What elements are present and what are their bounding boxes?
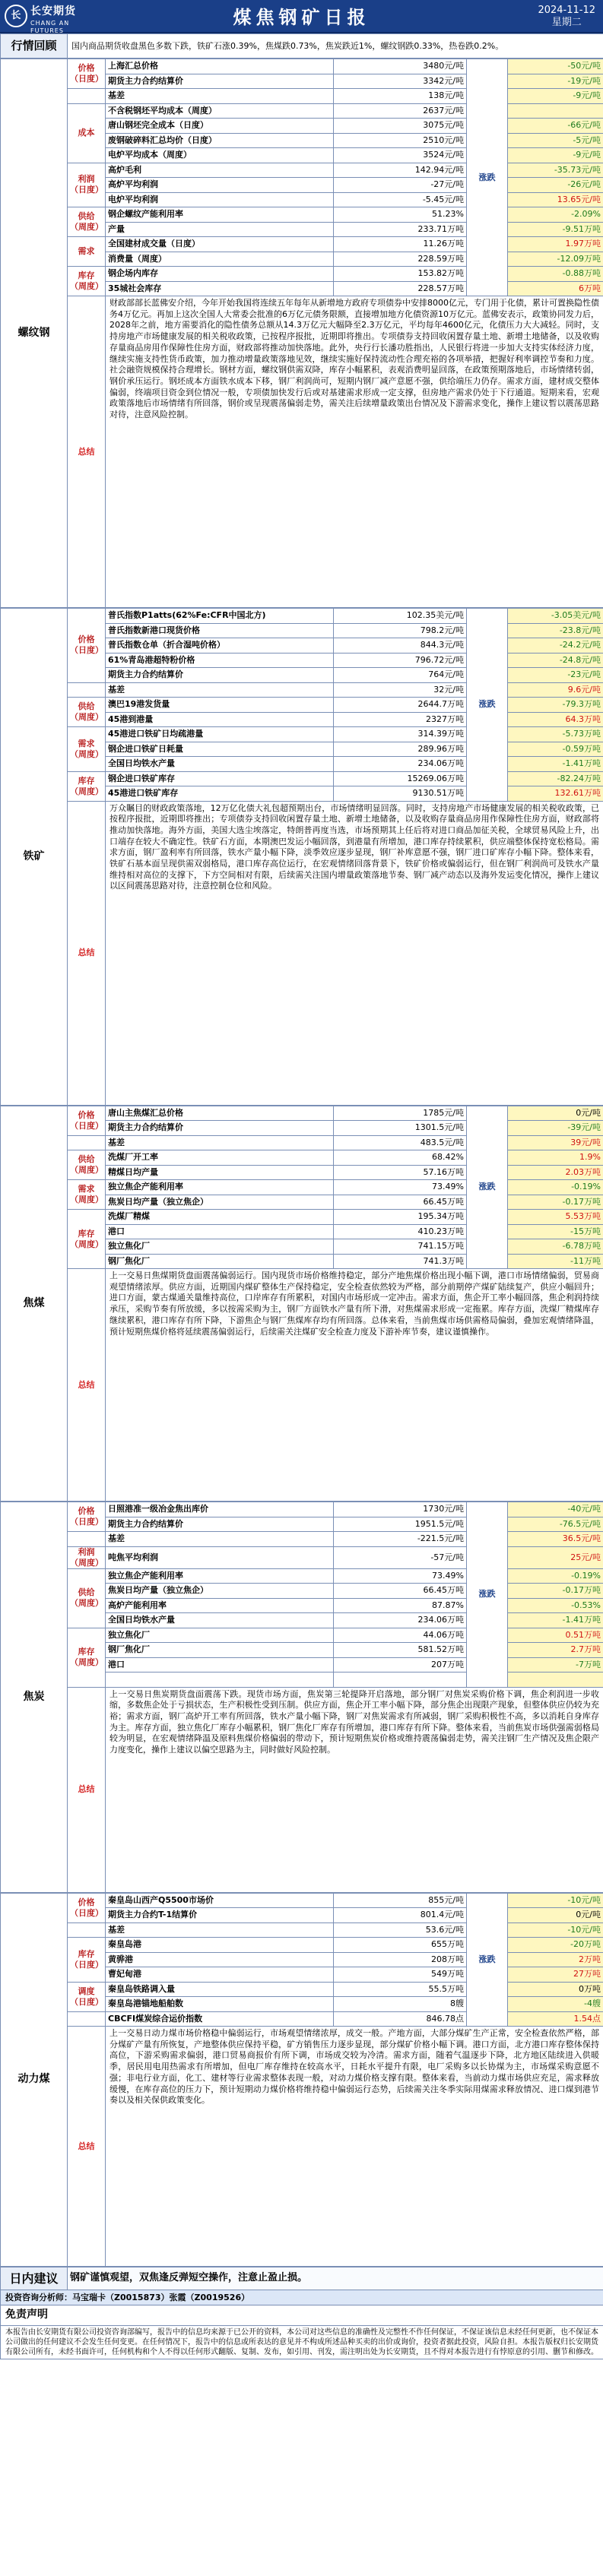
- indicator-value: 138元/吨: [334, 89, 467, 104]
- row-group-label: [68, 89, 106, 104]
- data-row: [1, 1180, 603, 1195]
- market-review-label: 行情回顾: [1, 34, 68, 59]
- indicator-value: 3342元/吨: [334, 74, 467, 89]
- indicator-change: -0.53%: [508, 1598, 603, 1613]
- indicator-name: 上海汇总价格: [106, 59, 334, 74]
- row-group-label: 供给（周度）: [68, 1568, 106, 1628]
- row-group-label: 供给（周度）: [68, 1150, 106, 1180]
- indicator-change: 2万吨: [508, 1952, 603, 1967]
- indicator-change: 5.53万吨: [508, 1210, 603, 1225]
- indicator-value: 68.42%: [334, 1150, 467, 1166]
- indicator-change: -76.5元/吨: [508, 1517, 603, 1532]
- indicator-name: 61%青岛港超特粉价格: [106, 653, 334, 668]
- data-row: [1, 727, 603, 742]
- indicator-value: -57元/吨: [334, 1546, 467, 1568]
- data-row: [1, 682, 603, 698]
- indicator-value: 9130.51万吨: [334, 786, 467, 802]
- indicator-name: 基差: [106, 1923, 334, 1938]
- indicator-change: -24.8元/吨: [508, 653, 603, 668]
- data-row: [1, 1106, 603, 1121]
- company-name: 长安期货: [30, 5, 76, 17]
- indicator-name: 秦皇岛山西产Q5500市场价: [106, 1893, 334, 1908]
- report-date-block: [538, 5, 595, 29]
- indicator-name: 港口: [106, 1657, 334, 1673]
- indicator-change: -66元/吨: [508, 119, 603, 134]
- indicator-value: 11.26万吨: [334, 237, 467, 252]
- section-name: 动力煤: [1, 1893, 68, 2267]
- indicator-value: 228.57万吨: [334, 281, 467, 296]
- indicator-value: 289.96万吨: [334, 742, 467, 757]
- indicator-change: -0.88万吨: [508, 267, 603, 282]
- data-row: [1, 103, 603, 119]
- indicator-name: 产量: [106, 222, 334, 237]
- indicator-change: -19元/吨: [508, 74, 603, 89]
- indicator-name: 黄骅港: [106, 1952, 334, 1967]
- summary-row: [1, 801, 603, 1105]
- indicator-change: 1.54点: [508, 2011, 603, 2027]
- indicator-value: 208万吨: [334, 1952, 467, 1967]
- indicator-value: 66.45万吨: [334, 1584, 467, 1599]
- indicator-change: -6.78万吨: [508, 1239, 603, 1255]
- indicator-value: 3524元/吨: [334, 148, 467, 163]
- summary-row: [1, 1687, 603, 1892]
- indicator-value: 15269.06万吨: [334, 771, 467, 786]
- data-row: [1, 1150, 603, 1166]
- data-row: [1, 771, 603, 786]
- section-name: 铁矿: [1, 609, 68, 1106]
- indicator-value: 233.71万吨: [334, 222, 467, 237]
- indicator-change: 0元/吨: [508, 1106, 603, 1121]
- indicator-value: 55.5万吨: [334, 1982, 467, 1997]
- report-title: 煤焦钢矿日报: [233, 6, 370, 28]
- indicator-value: 2644.7万吨: [334, 698, 467, 713]
- data-row: [1, 1938, 603, 1953]
- indicator-change: 2.03万吨: [508, 1165, 603, 1180]
- row-group-label: 价格（日度）: [68, 59, 106, 89]
- indicator-value: 8艘: [334, 1997, 467, 2012]
- indicator-value: 581.52万吨: [334, 1643, 467, 1658]
- indicator-name: 45港到港量: [106, 712, 334, 727]
- indicator-change: 27万吨: [508, 1967, 603, 1983]
- indicator-change: 39元/吨: [508, 1135, 603, 1150]
- indicator-value: 3480元/吨: [334, 59, 467, 74]
- indicator-name: 独立焦化厂: [106, 1628, 334, 1643]
- section-table: [0, 59, 603, 608]
- indicator-name: 钢厂焦化厂: [106, 1643, 334, 1658]
- advice-table: [0, 2267, 603, 2359]
- indicator-value: 142.94元/吨: [334, 163, 467, 178]
- data-row: [1, 1210, 603, 1225]
- indicator-change: 1.97万吨: [508, 237, 603, 252]
- indicator-name: 精煤日均产量: [106, 1165, 334, 1180]
- data-row: [1, 698, 603, 713]
- data-row: [1, 207, 603, 223]
- row-group-label: 价格（日度）: [68, 1502, 106, 1532]
- indicator-name: 高炉产能利用率: [106, 1598, 334, 1613]
- summary-row: [1, 1269, 603, 1502]
- market-review-text: 国内商品期货收盘黑色多数下跌，铁矿石涨0.39%，焦煤跌0.73%，焦炭跌近1%，螺纹钢跌0.33%，热卷跌0.2%。: [68, 34, 603, 59]
- row-group-label: 库存（周度）: [68, 1210, 106, 1269]
- indicator-value: 655万吨: [334, 1938, 467, 1953]
- indicator-value: -221.5元/吨: [334, 1532, 467, 1547]
- row-group-label: 利润（日度）: [68, 163, 106, 207]
- data-row: [1, 89, 603, 104]
- row-group-label: 库存（日度）: [68, 1938, 106, 1983]
- indicator-name: 澳巴19港发货量: [106, 698, 334, 713]
- row-group-label: 需求（周度）: [68, 1180, 106, 1210]
- section-table: [0, 1502, 603, 1893]
- indicator-name: 洗煤厂精煤: [106, 1210, 334, 1225]
- row-group-label: 供给（周度）: [68, 207, 106, 237]
- indicator-value: 73.49%: [334, 1568, 467, 1584]
- indicator-value: 234.06万吨: [334, 1613, 467, 1628]
- commodity-sections: [0, 59, 603, 2267]
- indicator-value: 228.59万吨: [334, 252, 467, 267]
- data-row: [1, 237, 603, 252]
- indicator-value: 741.3万吨: [334, 1254, 467, 1269]
- summary-label: 总结: [68, 296, 106, 608]
- indicator-value: 314.39万吨: [334, 727, 467, 742]
- data-row: [1, 59, 603, 74]
- indicator-value: 855元/吨: [334, 1893, 467, 1908]
- summary-label: 总结: [68, 801, 106, 1105]
- disclaimer-title: 免责声明: [1, 2305, 603, 2326]
- indicator-change: -1.41万吨: [508, 1613, 603, 1628]
- indicator-change: -0.17万吨: [508, 1584, 603, 1599]
- indicator-value: 2637元/吨: [334, 103, 467, 119]
- row-group-label: 需求（周度）: [68, 727, 106, 772]
- indicator-name: 普氏指数P1atts(62%Fe:CFR中国北方): [106, 609, 334, 624]
- indicator-name: 吨焦平均利润: [106, 1546, 334, 1568]
- market-review-table: [0, 33, 603, 59]
- indicator-change: 0元/吨: [508, 1908, 603, 1923]
- indicator-value: 195.34万吨: [334, 1210, 467, 1225]
- report-weekday: 星期二: [551, 17, 582, 28]
- data-row: [1, 1893, 603, 1908]
- indicator-name: 焦炭日均产量（独立焦企）: [106, 1195, 334, 1210]
- indicator-change: -0.19%: [508, 1568, 603, 1584]
- indicator-name: 基差: [106, 1532, 334, 1547]
- indicator-value: 798.2元/吨: [334, 623, 467, 638]
- trend-label: 涨跌: [467, 1502, 508, 1688]
- row-group-label: 需求: [68, 237, 106, 267]
- indicator-change: -23.8元/吨: [508, 623, 603, 638]
- indicator-name: 日照港准一级冶金焦出库价: [106, 1502, 334, 1517]
- indicator-name: 全国建材成交量（日度）: [106, 237, 334, 252]
- indicator-name: 消费量（周度）: [106, 252, 334, 267]
- section-name: 焦煤: [1, 1106, 68, 1502]
- disclaimer-text: 本报告由长安期货有限公司投资咨询部编写，报告中的信息均来源于已公开的资料，本公司对这些信息的准确性及完整性不作任何保证，不保证该信息未经任何更新，也不保证本公司做出的任何建议不会发生任何变更。在任何情况下，报告中的信息或所表达的意见并不构成所述品种买卖的出价或询价，投资者据此投资，风险自担。本报告版权归长安期货有限公司所有，未经书面许可，任何机构和个人不得以任何形式翻版、复制、发布，如引用、刊发，需注明出处为长安期货，且不得对本报告进行有悖原意的引用、删节和修改。: [1, 2325, 603, 2359]
- indicator-change: -23元/吨: [508, 668, 603, 683]
- indicator-value: 846.78点: [334, 2011, 467, 2027]
- indicator-change: -0.19%: [508, 1180, 603, 1195]
- data-row: [1, 267, 603, 282]
- indicator-change: -50元/吨: [508, 59, 603, 74]
- indicator-change: -4艘: [508, 1997, 603, 2012]
- row-group-label: [68, 1135, 106, 1150]
- indicator-value: 57.16万吨: [334, 1165, 467, 1180]
- company-name-en: CHANG AN FUTURES: [30, 20, 70, 34]
- indicator-change: -0.17万吨: [508, 1195, 603, 1210]
- indicator-change: -9元/吨: [508, 89, 603, 104]
- indicator-change: -0.59万吨: [508, 742, 603, 757]
- indicator-change: 6万吨: [508, 281, 603, 296]
- indicator-name: 钢企进口铁矿日耗量: [106, 742, 334, 757]
- report-header: [0, 0, 603, 33]
- data-row: [1, 1982, 603, 1997]
- indicator-value: 153.82万吨: [334, 267, 467, 282]
- row-group-label: [68, 1532, 106, 1547]
- summary-label: 总结: [68, 2027, 106, 2267]
- indicator-change: -11万吨: [508, 1254, 603, 1269]
- row-group-label: 价格（日度）: [68, 1893, 106, 1923]
- indicator-value: 764元/吨: [334, 668, 467, 683]
- trend-label: 涨跌: [467, 609, 508, 802]
- row-group-label: 库存（周度）: [68, 771, 106, 801]
- analysts-line: 投资咨询分析师：马宝瑞卡（Z0015873）张霞（Z0019526）: [1, 2290, 603, 2305]
- indicator-value: 32元/吨: [334, 682, 467, 698]
- section-table: [0, 1893, 603, 2267]
- indicator-name: 独立焦企产能利用率: [106, 1568, 334, 1584]
- indicator-name: 秦皇岛港: [106, 1938, 334, 1953]
- trend-label: 涨跌: [467, 59, 508, 296]
- indicator-value: 53.6元/吨: [334, 1923, 467, 1938]
- indicator-change: 9.6元/吨: [508, 682, 603, 698]
- indicator-name: 高炉毛利: [106, 163, 334, 178]
- indicator-name: 废钢破碎料汇总均价（日度）: [106, 133, 334, 148]
- indicator-change: -10元/吨: [508, 1893, 603, 1908]
- trend-label: 涨跌: [467, 1106, 508, 1269]
- indicator-name: 秦皇岛港锚地船舶数: [106, 1997, 334, 2012]
- logo-mark: 长: [5, 5, 27, 27]
- indicator-change: -3.05美元/吨: [508, 609, 603, 624]
- advice-label: 日内建议: [1, 2267, 68, 2290]
- indicator-change: -2.09%: [508, 207, 603, 223]
- indicator-value: 51.23%: [334, 207, 467, 223]
- indicator-change: 13.65元/吨: [508, 192, 603, 207]
- indicator-name: 期货主力合约T-1结算价: [106, 1908, 334, 1923]
- indicator-name: 普氏指数新港口现货价格: [106, 623, 334, 638]
- indicator-value: 796.72元/吨: [334, 653, 467, 668]
- indicator-name: 期货主力合约结算价: [106, 1121, 334, 1136]
- data-row: [1, 2011, 603, 2027]
- indicator-name: 高炉平均利润: [106, 178, 334, 193]
- section-name: 焦炭: [1, 1502, 68, 1893]
- indicator-name: 电炉平均利润: [106, 192, 334, 207]
- indicator-change: [508, 103, 603, 119]
- indicator-value: 2510元/吨: [334, 133, 467, 148]
- data-row: [1, 1532, 603, 1547]
- indicator-value: -27元/吨: [334, 178, 467, 193]
- section-name: 螺纹钢: [1, 59, 68, 608]
- row-group-label: 价格（日度）: [68, 609, 106, 683]
- indicator-name: 独立焦化厂: [106, 1239, 334, 1255]
- indicator-value: 410.23万吨: [334, 1224, 467, 1239]
- indicator-name: 曹妃甸港: [106, 1967, 334, 1983]
- indicator-change: -24.2元/吨: [508, 638, 603, 653]
- indicator-value: 483.5元/吨: [334, 1135, 467, 1150]
- advice-text: 钢矿谨慎观望，双焦逢反弹短空操作，注意止盈止损。: [68, 2267, 603, 2290]
- summary-text: 上一交易日焦煤期货盘面震荡偏弱运行。国内现货市场价格维持稳定，部分产地焦煤价格出现小幅下调，港口市场情绪偏弱，贸易商观望情绪浓厚。供应方面，近期国内煤矿整体生产保持稳定，安全检查依然较为严格，部分前期停产煤矿陆续复产，供应小幅回升；进口方面，蒙古煤通关量维持高位，口岸库存有所累积，对国内市场形成一定冲击。需求方面，焦企开工率小幅回落，焦企利润持续承压，采购节奏有所放缓，多以按需采购为主，钢厂方面铁水产量有所下滑，对焦煤需求形成一定拖累。库存方面，洗煤厂精煤库存继续累积，港口库存有所下降，下游焦企与钢厂焦煤库存均有所回落。总体来看，当前焦煤市场供需格局偏弱，叠加宏观情绪降温，预计短期焦煤价格将延续震荡偏弱运行，后续需关注煤矿安全检查力度及下游补库节奏，建议谨慎操作。: [106, 1269, 603, 1502]
- indicator-value: 207万吨: [334, 1657, 467, 1673]
- summary-label: 总结: [68, 1269, 106, 1502]
- indicator-value: 844.3元/吨: [334, 638, 467, 653]
- indicator-name: 钢企螺纹产能利用率: [106, 207, 334, 223]
- data-row: [1, 1502, 603, 1517]
- indicator-name: 基差: [106, 682, 334, 698]
- indicator-change: -1.41万吨: [508, 757, 603, 772]
- section-table: [0, 608, 603, 1106]
- summary-row: [1, 296, 603, 608]
- indicator-name: 唐山主焦煤汇总价格: [106, 1106, 334, 1121]
- data-row: [1, 163, 603, 178]
- indicator-name: 洗煤厂开工率: [106, 1150, 334, 1166]
- indicator-value: 1785元/吨: [334, 1106, 467, 1121]
- indicator-name: 钢厂焦化厂: [106, 1254, 334, 1269]
- report-date: 2024-11-12: [538, 5, 595, 16]
- indicator-name: 钢企进口铁矿库存: [106, 771, 334, 786]
- data-row: [1, 1135, 603, 1150]
- indicator-name: 45港进口铁矿库存: [106, 786, 334, 802]
- indicator-value: [334, 1673, 467, 1688]
- summary-text: 万众瞩目的财政政策落地，12万亿化债大礼包超预期出台，市场情绪明显回落。同时，支持房地产市场健康发展的相关税收政策，已按程序报批，近期即将推出；专项债券支持回收闲置存量土地、新增土地储备，以及收购存量商品房用作保障性住房方面，财政部将推动加快落地。海外方面，美国大选尘埃落定，特朗普再度当选，市场预期其上任后将对进口商品加征关税，全球贸易风险上升，出口端存在较大不确定性。铁矿石方面，本期澳巴发运小幅回落，到港量有所增加，港口库存持续累积，供应端整体保持宽松格局。需求方面，钢厂盈利率有所回落，铁水产量小幅下降，淡季效应逐步显现，钢厂补库意愿不强，钢厂进口矿库存小幅下降。整体来看，铁矿石基本面呈现供需双弱格局，港口库存高位运行，在宏观情绪回落背景下，铁矿价格或偏弱运行，但在钢厂利润尚可及铁水产量维持相对高位的支撑下，下方空间相对有限，后续需关注国内增量政策落地节奏、钢厂减产动态以及海外发运变化情况，操作上建议以区间震荡思路对待，注意控制仓位和风险。: [106, 801, 603, 1105]
- indicator-name: 秦皇岛铁路调入量: [106, 1982, 334, 1997]
- indicator-change: [508, 1673, 603, 1688]
- indicator-change: -10元/吨: [508, 1923, 603, 1938]
- indicator-value: 73.49%: [334, 1180, 467, 1195]
- indicator-change: 132.61万吨: [508, 786, 603, 802]
- indicator-value: 234.06万吨: [334, 757, 467, 772]
- indicator-value: 1301.5元/吨: [334, 1121, 467, 1136]
- indicator-value: 1730元/吨: [334, 1502, 467, 1517]
- indicator-value: 549万吨: [334, 1967, 467, 1983]
- indicator-change: -9元/吨: [508, 148, 603, 163]
- indicator-change: -12.09万吨: [508, 252, 603, 267]
- indicator-change: -82.24万吨: [508, 771, 603, 786]
- indicator-change: -39元/吨: [508, 1121, 603, 1136]
- indicator-change: 36.5元/吨: [508, 1532, 603, 1547]
- indicator-value: 87.87%: [334, 1598, 467, 1613]
- indicator-name: 基差: [106, 89, 334, 104]
- indicator-name: 钢企场内库存: [106, 267, 334, 282]
- row-group-label: 库存（周度）: [68, 1628, 106, 1687]
- data-row: [1, 1546, 603, 1568]
- row-group-label: [68, 2011, 106, 2027]
- row-group-label: 利润（周度）: [68, 1546, 106, 1568]
- indicator-change: -35.73元/吨: [508, 163, 603, 178]
- indicator-name: [106, 1673, 334, 1688]
- indicator-change: -7万吨: [508, 1657, 603, 1673]
- summary-label: 总结: [68, 1687, 106, 1892]
- indicator-change: -15万吨: [508, 1224, 603, 1239]
- data-row: [1, 1568, 603, 1584]
- trend-label: 涨跌: [467, 1893, 508, 2027]
- indicator-change: -79.3万吨: [508, 698, 603, 713]
- data-row: [1, 1628, 603, 1643]
- indicator-value: 2327万吨: [334, 712, 467, 727]
- indicator-change: 0万吨: [508, 1982, 603, 1997]
- indicator-change: 1.9%: [508, 1150, 603, 1166]
- summary-text: 上一交易日动力煤市场价格稳中偏弱运行，市场观望情绪浓厚，成交一般。产地方面，大部分煤矿生产正常，安全检查依然严格，部分煤矿产量有所恢复，产地整体供应保持平稳，矿方销售压力逐步显现，部分煤矿价格小幅下调。港口方面，北方港口库存整体保持高位，下游采购需求偏弱，港口贸易商报价有所下调，市场成交较为冷清。需求方面，随着气温逐步下降，北方地区陆续进入供暖季，居民用电用热需求有所增加，但电厂库存维持在较高水平，日耗水平提升有限，电厂采购多以长协煤为主，市场煤采购意愿不强；非电行业方面，化工、建材等行业需求整体表现一般，对动力煤价格支撑有限。整体来看，当前动力煤市场供应充足，需求释放缓慢，在库存高位的压力下，预计短期动力煤价格将维持稳中偏弱运行态势，后续需关注冬季实际用煤需求释放情况、进口煤到港节奏以及相关保供政策变化。: [106, 2027, 603, 2267]
- section-table: [0, 1106, 603, 1502]
- indicator-name: 全国日均铁水产量: [106, 757, 334, 772]
- data-row: [1, 609, 603, 624]
- row-group-label: [68, 682, 106, 698]
- indicator-name: 基差: [106, 1135, 334, 1150]
- indicator-name: 不含税钢坯平均成本（周度）: [106, 103, 334, 119]
- indicator-name: 45港进口铁矿日均疏港量: [106, 727, 334, 742]
- indicator-value: 102.35美元/吨: [334, 609, 467, 624]
- indicator-name: 全国日均铁水产量: [106, 1613, 334, 1628]
- row-group-label: [68, 1923, 106, 1938]
- indicator-change: -9.51万吨: [508, 222, 603, 237]
- indicator-name: 35城社会库存: [106, 281, 334, 296]
- indicator-name: 独立焦企产能利用率: [106, 1180, 334, 1195]
- indicator-name: 唐山钢坯完全成本（日度）: [106, 119, 334, 134]
- indicator-change: -20万吨: [508, 1938, 603, 1953]
- row-group-label: 成本: [68, 103, 106, 163]
- indicator-change: 0.51万吨: [508, 1628, 603, 1643]
- summary-text: 财政部部长蓝佛安介绍，今年开始我国将连续五年每年从新增地方政府专项债券中安排8000亿元，专门用于化债，累计可置换隐性债务4万亿元。再加上这次全国人大常委会批准的6万亿元债务限额，直接增加地方化债资源10万亿元。蓝佛安表示，政策协同发力后，2028年之前，地方需要消化的隐性债务总额从14.3万亿元大幅降至2.3万亿元，平均每年4600亿元，化债压力大大减轻。同时，支持房地产市场健康发展的相关税收政策，已按程序报批，近期即将推出。专项债券支持回收闲置存量土地、新增土地储备，以及收购存量商品房用作保障性住房方面，财政部将推动加快落地。此外，央行行长潘功胜指出，人民银行将进一步加大支持实体经济力度，继续实施支持性货币政策，加力推动增量政策落地见效，继续实施好保持流动性合理充裕的各项举措，把握好利率调控节奏和力度。社会融资规模保持合理增长。钢材方面，螺纹钢供需双降，库存小幅累积，表观消费明显回落，在政策预期落地后，市场情绪转弱，钢价承压运行。钢坯成本方面铁水成本下移，钢厂利润尚可，短期内钢厂减产意愿不强，供给端压力仍存。需求方面，建材成交整体偏弱，终端项目资金到位情况一般，专项债加快发行后或对基建需求形成一定支撑，但房地产需求仍处于下行通道。短期来看，宏观政策落地后市场情绪有所回落，钢价或呈现震荡偏弱走势，需关注后续增量政策出台情况及下游需求变化，操作上建议暂以震荡思路对待，注意风险控制。: [106, 296, 603, 608]
- row-group-label: 供给（周度）: [68, 698, 106, 727]
- indicator-value: -5.45元/吨: [334, 192, 467, 207]
- indicator-value: 1951.5元/吨: [334, 1517, 467, 1532]
- indicator-name: 普氏指数仓单（折合湿吨价格）: [106, 638, 334, 653]
- indicator-name: 期货主力合约结算价: [106, 668, 334, 683]
- indicator-change: -5.73万吨: [508, 727, 603, 742]
- indicator-change: -40元/吨: [508, 1502, 603, 1517]
- data-row: [1, 1923, 603, 1938]
- indicator-name: 港口: [106, 1224, 334, 1239]
- indicator-name: 电炉平均成本（周度）: [106, 148, 334, 163]
- summary-row: [1, 2027, 603, 2267]
- indicator-name: 焦炭日均产量（独立焦企）: [106, 1584, 334, 1599]
- indicator-value: 741.15万吨: [334, 1239, 467, 1255]
- indicator-name: 期货主力合约结算价: [106, 74, 334, 89]
- row-group-label: 调度（日度）: [68, 1982, 106, 2011]
- indicator-value: 66.45万吨: [334, 1195, 467, 1210]
- indicator-name: 期货主力合约结算价: [106, 1517, 334, 1532]
- summary-text: 上一交易日焦炭期货盘面震荡下跌。现货市场方面，焦炭第三轮提降开启落地，部分钢厂对焦炭采购价格下调，焦企利润进一步收缩，多数焦企处于亏损状态，生产积极性受到压制。供应方面，焦企开工率小幅下降，部分焦企出现限产现象，但整体供应仍较为充裕；需求方面，钢厂高炉开工率有所回落，铁水产量小幅下降，钢厂对焦炭需求有所减弱，钢厂采购积极性不高，多以消耗自身库存为主。库存方面，独立焦化厂库存小幅累积，钢厂焦化厂库存有所增加，港口库存有所下降。整体来看，当前焦炭市场供强需弱格局较为明显，在宏观情绪降温及原料焦煤价格偏弱的带动下，预计短期焦炭价格或维持震荡偏弱走势，需关注钢厂生产情况及焦企限产力度变化，操作上建议以偏空思路为主，同时做好风险控制。: [106, 1687, 603, 1892]
- row-group-label: 库存（周度）: [68, 267, 106, 296]
- indicator-change: 2.7万吨: [508, 1643, 603, 1658]
- indicator-change: -26元/吨: [508, 178, 603, 193]
- indicator-change: -5元/吨: [508, 133, 603, 148]
- indicator-change: 64.3万吨: [508, 712, 603, 727]
- indicator-value: 3075元/吨: [334, 119, 467, 134]
- indicator-value: 44.06万吨: [334, 1628, 467, 1643]
- indicator-value: 801.4元/吨: [334, 1908, 467, 1923]
- indicator-name: CBCFI煤炭综合运价指数: [106, 2011, 334, 2027]
- indicator-change: 25元/吨: [508, 1546, 603, 1568]
- row-group-label: 价格（日度）: [68, 1106, 106, 1135]
